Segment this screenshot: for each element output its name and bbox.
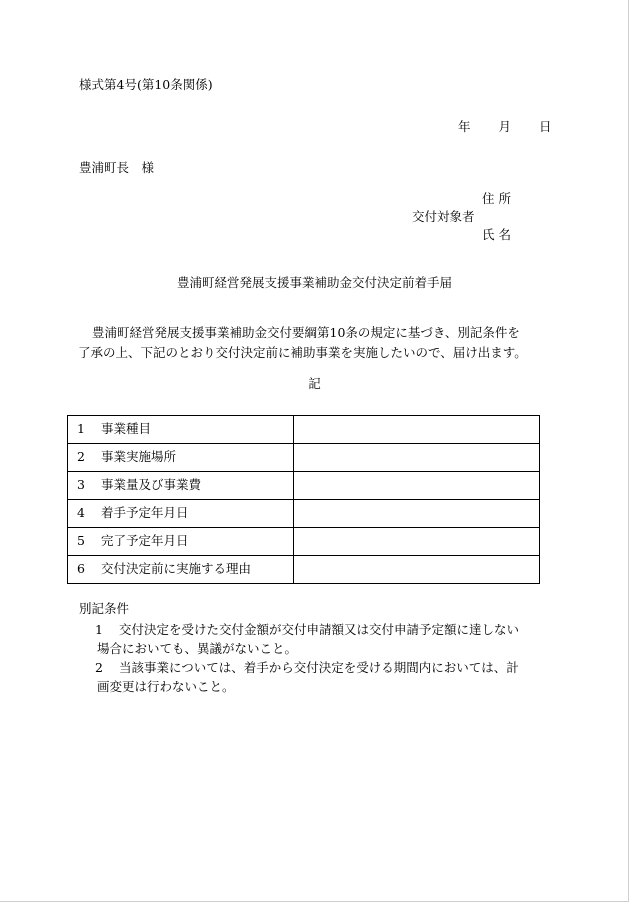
item-label-cell [68,444,294,472]
date-month-label: 月 [498,119,512,134]
item-value-cell[interactable] [294,416,540,444]
list-item [79,658,519,696]
document-title: 豊浦町経営発展支援事業補助金交付決定前着手届 [176,275,452,290]
items-table [67,415,540,584]
item-number: 1 [77,421,85,437]
conditions-heading: 別記条件 [79,601,130,616]
table-row [68,444,540,472]
condition-line-2: 画変更は行わないこと。 [97,679,235,694]
body-line-2: 了承の上、下記のとおり交付決定前に補助事業を実施したいので、届け出ます。 [78,345,527,360]
body-line-1: 豊浦町経営発展支援事業補助金交付要綱第10条の規定に基づき、別記条件を [92,325,520,340]
table-row [68,416,540,444]
applicant-address-label: 住 所 [482,191,511,206]
item-label: 着手予定年月日 [101,505,189,521]
item-number: 3 [77,477,85,493]
conditions-list [79,620,519,696]
table-row [68,556,540,584]
item-label-cell [68,416,294,444]
ki-marker: 記 [308,376,321,391]
item-label: 事業量及び事業費 [101,477,202,493]
item-label-cell [68,472,294,500]
item-label-cell [68,500,294,528]
applicant-role-label: 交付対象者 [412,209,475,224]
table-row [68,528,540,556]
list-item [79,620,519,658]
table-row [68,500,540,528]
item-number: 2 [77,449,85,465]
item-value-cell[interactable] [294,444,540,472]
item-number: 5 [77,533,85,549]
item-label: 交付決定前に実施する理由 [101,561,252,577]
condition-number: 1 [95,622,103,637]
date-day-label: 日 [539,119,552,134]
date-year-label: 年 [458,119,471,134]
item-label: 完了予定年月日 [101,533,189,549]
applicant-name-label: 氏 名 [482,227,511,242]
item-label: 事業実施場所 [101,449,177,465]
item-label-cell [68,528,294,556]
condition-number: 2 [95,660,103,675]
item-label: 事業種目 [101,421,152,437]
applicant-block [412,193,511,247]
condition-line-2: 場合においても、異議がないこと。 [97,641,298,656]
item-value-cell[interactable] [294,556,540,584]
body-text [80,323,560,363]
item-number: 6 [77,561,85,577]
item-number: 4 [77,505,85,521]
item-value-cell[interactable] [294,500,540,528]
item-label-cell [68,556,294,584]
table-row [68,472,540,500]
addressee: 豊浦町長 様 [79,160,155,175]
condition-line-1: 当該事業については、着手から交付決定を受ける期間内においては、計 [119,660,519,675]
form-number: 様式第4号(第10条関係) [79,77,213,92]
item-value-cell[interactable] [294,528,540,556]
condition-line-1: 交付決定を受けた交付金額が交付申請額又は交付申請予定額に達しない [119,622,520,637]
item-value-cell[interactable] [294,472,540,500]
date-line [458,121,552,134]
